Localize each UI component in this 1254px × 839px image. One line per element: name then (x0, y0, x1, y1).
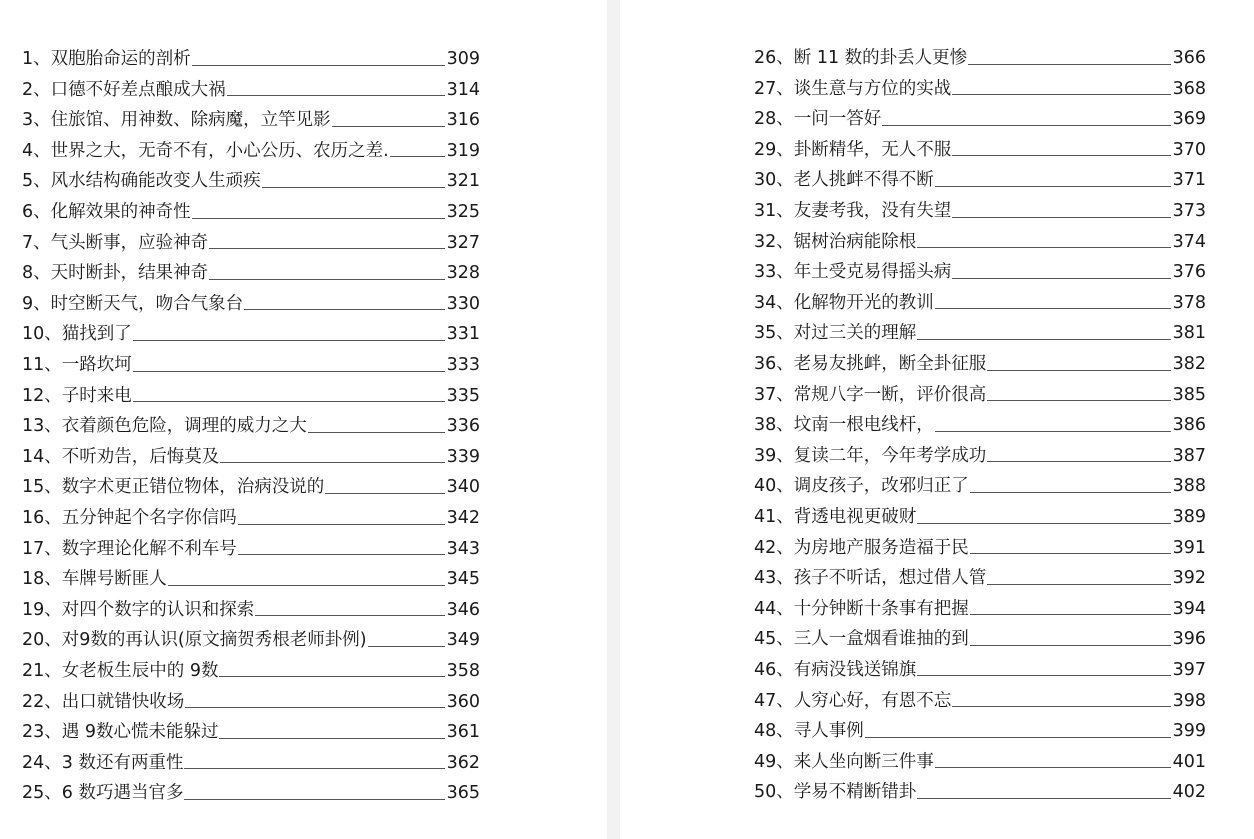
dot-leader (917, 675, 1170, 676)
toc-entry[interactable] (22, 680, 480, 711)
toc-entry-title: 9、时空断天气，吻合气象台 (22, 293, 244, 314)
dot-leader (262, 187, 445, 188)
toc-entry-title: 29、卦断精华，无人不服 (754, 139, 952, 160)
toc-entry[interactable] (22, 619, 480, 650)
toc-entry[interactable] (22, 99, 480, 130)
toc-entry[interactable] (754, 343, 1206, 374)
toc-entry[interactable] (754, 771, 1206, 802)
toc-entry-page-number: 397 (1172, 659, 1206, 680)
toc-entry-page-number: 340 (446, 477, 480, 498)
toc-entry-title: 35、对过三关的理解 (754, 323, 917, 344)
toc-entry-title: 38、坟南一根电线杆， (754, 415, 934, 436)
toc-entry-page-number: 339 (446, 446, 480, 467)
toc-entry-page-number: 385 (1172, 384, 1206, 405)
dot-leader (227, 95, 445, 96)
dot-leader (952, 217, 1170, 218)
dot-leader (133, 340, 445, 341)
toc-entry[interactable] (754, 190, 1206, 221)
dot-leader (209, 248, 444, 249)
toc-entry-page-number: 401 (1172, 751, 1206, 772)
toc-entry-page-number: 345 (446, 569, 480, 590)
dot-leader (238, 554, 445, 555)
toc-entry-title: 10、猫找到了 (22, 324, 132, 345)
dot-leader (184, 799, 444, 800)
toc-entry[interactable] (754, 465, 1206, 496)
dot-leader (332, 126, 445, 127)
toc-entry-title: 14、不听劝告，后悔莫及 (22, 446, 220, 467)
toc-entry-page-number: 387 (1172, 445, 1206, 466)
toc-entry-page-number: 362 (446, 752, 480, 773)
dot-leader (192, 65, 445, 66)
dot-leader (987, 461, 1170, 462)
toc-entry[interactable] (22, 742, 480, 773)
dot-leader (255, 615, 444, 616)
toc-entry-page-number: 378 (1172, 292, 1206, 313)
toc-entry[interactable] (22, 436, 480, 467)
toc-entry-title: 1、双胞胎命运的剖析 (22, 49, 191, 70)
toc-entry-page-number: 360 (446, 691, 480, 712)
toc-entry-title: 16、五分钟起个名字你信吗 (22, 508, 237, 528)
toc-entry-title: 48、寻人事例 (754, 721, 864, 742)
toc-entry[interactable] (754, 129, 1206, 160)
dot-leader (970, 553, 1171, 554)
toc-entry-page-number: 321 (446, 171, 480, 192)
toc-entry[interactable] (22, 650, 480, 681)
toc-entry-title: 30、老人挑衅不得不断 (754, 170, 934, 191)
toc-list-left (22, 38, 480, 803)
toc-entry-title: 50、学易不精断错卦 (754, 782, 917, 803)
toc-entry-title: 28、一问一答好 (754, 109, 882, 130)
toc-entry-title: 26、断 11 数的卦丢人更惨 (754, 48, 968, 69)
dot-leader (968, 64, 1170, 65)
toc-entry[interactable] (22, 466, 480, 497)
dot-leader (219, 738, 444, 739)
toc-entry-page-number: 342 (446, 508, 480, 528)
dot-leader (220, 462, 444, 463)
dot-leader (952, 706, 1170, 707)
toc-entry-page-number: 369 (1172, 109, 1206, 130)
toc-entry-page-number: 394 (1172, 598, 1206, 619)
toc-entry-page-number: 366 (1172, 48, 1206, 69)
dot-leader (244, 309, 444, 310)
toc-entry-title: 13、衣着颜色危险，调理的威力之大 (22, 416, 307, 437)
dot-leader (185, 707, 444, 708)
toc-entry-page-number: 370 (1172, 139, 1206, 160)
dot-leader (133, 371, 445, 372)
toc-entry-page-number: 314 (446, 79, 480, 100)
toc-entry-title: 21、女老板生辰中的 9数 (22, 660, 219, 681)
toc-entry-title: 39、复读二年，今年考学成功 (754, 445, 987, 466)
toc-entry-title: 44、十分钟断十条事有把握 (754, 598, 969, 619)
toc-entry-page-number: 373 (1172, 201, 1206, 222)
toc-entry-title: 19、对四个数字的认识和探索 (22, 599, 255, 620)
toc-entry[interactable] (754, 649, 1206, 680)
toc-entry-page-number: 402 (1172, 782, 1206, 803)
dot-leader (917, 247, 1170, 248)
toc-entry-page-number: 376 (1172, 262, 1206, 283)
dot-leader (184, 768, 444, 769)
toc-entry[interactable] (754, 404, 1206, 435)
toc-entry[interactable] (22, 528, 480, 559)
toc-entry[interactable] (754, 557, 1206, 588)
dot-leader (935, 767, 1171, 768)
toc-entry-title: 33、年土受克易得摇头病 (754, 262, 952, 283)
toc-entry-title: 43、孩子不听话，想过借人管 (754, 568, 987, 589)
toc-entry[interactable] (22, 130, 480, 161)
toc-entry-page-number: 365 (446, 783, 480, 804)
dot-leader (325, 493, 444, 494)
toc-entry[interactable] (754, 374, 1206, 405)
toc-entry[interactable] (22, 69, 480, 100)
dot-leader (219, 676, 444, 677)
toc-entry-title: 45、三人一盒烟看谁抽的到 (754, 629, 969, 650)
toc-entry[interactable] (22, 589, 480, 620)
toc-entry-title: 32、锯树治病能除根 (754, 231, 917, 252)
dot-leader (390, 156, 445, 157)
dot-leader (952, 155, 1170, 156)
toc-entry[interactable] (754, 221, 1206, 252)
toc-entry[interactable] (22, 711, 480, 742)
toc-entry-title: 12、子时来电 (22, 385, 132, 406)
toc-entry-page-number: 330 (446, 293, 480, 314)
toc-entry-title: 8、天时断卦，结果神奇 (22, 263, 209, 284)
toc-entry[interactable] (754, 741, 1206, 772)
toc-entry[interactable] (754, 679, 1206, 710)
toc-entry-page-number: 319 (446, 140, 480, 161)
dot-leader (970, 645, 1171, 646)
toc-entry-page-number: 325 (446, 202, 480, 223)
toc-entry[interactable] (22, 38, 480, 69)
toc-entry-title: 49、来人坐向断三件事 (754, 751, 934, 772)
toc-entry-title: 18、车牌号断匪人 (22, 569, 167, 590)
dot-leader (935, 431, 1171, 432)
toc-entry-page-number: 331 (446, 324, 480, 345)
dot-leader (882, 125, 1170, 126)
toc-entry-title: 23、遇 9数心慌未能躲过 (22, 722, 219, 743)
toc-entry-page-number: 368 (1172, 78, 1206, 99)
toc-entry[interactable] (22, 160, 480, 191)
toc-entry-title: 37、常规八字一断，评价很高 (754, 384, 987, 405)
toc-entry-page-number: 336 (446, 416, 480, 437)
toc-entry-page-number: 335 (446, 385, 480, 406)
toc-entry[interactable] (22, 405, 480, 436)
toc-entry[interactable] (22, 375, 480, 406)
toc-entry[interactable] (22, 497, 480, 528)
toc-entry-title: 17、数字理论化解不利车号 (22, 538, 237, 559)
toc-entry-title: 27、谈生意与方位的实战 (754, 78, 952, 99)
toc-entry-page-number: 309 (446, 49, 480, 70)
toc-entry[interactable] (754, 588, 1206, 619)
toc-entry-page-number: 399 (1172, 721, 1206, 742)
toc-entry[interactable] (754, 496, 1206, 527)
dot-leader (368, 646, 445, 647)
dot-leader (917, 798, 1170, 799)
toc-entry[interactable] (22, 283, 480, 314)
toc-entry-title: 5、风水结构确能改变人生顽疾 (22, 171, 261, 192)
toc-entry-title: 46、有病没钱送锦旗 (754, 659, 917, 680)
toc-entry[interactable] (754, 251, 1206, 282)
dot-leader (935, 186, 1171, 187)
toc-entry-title: 11、一路坎坷 (22, 355, 132, 376)
toc-entry-page-number: 316 (446, 110, 480, 131)
dot-leader (987, 400, 1170, 401)
toc-entry-title: 6、化解效果的神奇性 (22, 202, 191, 223)
toc-entry-page-number: 392 (1172, 568, 1206, 589)
dot-leader (952, 94, 1170, 95)
dot-leader (209, 279, 444, 280)
toc-entry-page-number: 349 (446, 630, 480, 651)
dot-leader (865, 737, 1171, 738)
toc-entry-page-number: 398 (1172, 690, 1206, 711)
toc-entry-title: 25、6 数巧遇当官多 (22, 783, 184, 804)
toc-entry-page-number: 327 (446, 232, 480, 253)
toc-entry-title: 4、世界之大，无奇不有，小心公历、农历之差. (22, 140, 389, 161)
toc-entry-title: 36、老易友挑衅，断全卦征服 (754, 354, 987, 375)
toc-entry-page-number: 381 (1172, 323, 1206, 344)
toc-entry[interactable] (22, 252, 480, 283)
toc-entry-page-number: 333 (446, 355, 480, 376)
toc-entry[interactable] (22, 222, 480, 253)
dot-leader (987, 584, 1170, 585)
toc-list-right (754, 37, 1206, 802)
toc-entry-page-number: 371 (1172, 170, 1206, 191)
dot-leader (935, 308, 1171, 309)
toc-entry[interactable] (22, 191, 480, 222)
dot-leader (970, 614, 1171, 615)
toc-entry[interactable] (22, 344, 480, 375)
toc-entry[interactable] (754, 618, 1206, 649)
toc-entry-title: 3、住旅馆、用神数、除病魔，立竿见影 (22, 110, 331, 131)
right-page (620, 0, 1254, 839)
dot-leader (987, 370, 1170, 371)
toc-entry[interactable] (754, 710, 1206, 741)
toc-entry[interactable] (754, 527, 1206, 558)
toc-entry-title: 24、3 数还有两重性 (22, 752, 184, 773)
toc-entry-page-number: 391 (1172, 537, 1206, 558)
toc-entry[interactable] (22, 313, 480, 344)
toc-entry[interactable] (754, 98, 1206, 129)
dot-leader (308, 432, 445, 433)
toc-entry-page-number: 386 (1172, 415, 1206, 436)
toc-entry[interactable] (754, 37, 1206, 68)
toc-entry-page-number: 374 (1172, 231, 1206, 252)
toc-entry[interactable] (754, 312, 1206, 343)
toc-entry-title: 34、化解物开光的教训 (754, 292, 934, 313)
toc-entry-page-number: 388 (1172, 476, 1206, 497)
left-page (0, 0, 607, 839)
toc-entry[interactable] (754, 68, 1206, 99)
toc-entry[interactable] (22, 558, 480, 589)
dot-leader (133, 401, 445, 402)
toc-entry[interactable] (754, 159, 1206, 190)
toc-entry-title: 7、气头断事，应验神奇 (22, 232, 209, 253)
toc-entry-page-number: 382 (1172, 354, 1206, 375)
dot-leader (917, 339, 1170, 340)
toc-entry-title: 2、口德不好差点酿成大祸 (22, 79, 226, 100)
toc-entry-title: 47、人穷心好，有恩不忘 (754, 690, 952, 711)
toc-entry-page-number: 358 (446, 660, 480, 681)
dot-leader (970, 492, 1171, 493)
dot-leader (952, 278, 1170, 279)
toc-entry[interactable] (754, 435, 1206, 466)
dot-leader (238, 524, 445, 525)
toc-entry[interactable] (22, 772, 480, 803)
toc-entry-page-number: 346 (446, 599, 480, 620)
dot-leader (917, 523, 1170, 524)
toc-entry-title: 42、为房地产服务造福于民 (754, 537, 969, 558)
toc-entry-title: 31、友妻考我，没有失望 (754, 201, 952, 222)
toc-entry-page-number: 361 (446, 722, 480, 743)
dot-leader (192, 218, 445, 219)
toc-entry-title: 40、调皮孩子，改邪归正了 (754, 476, 969, 497)
toc-entry-title: 15、数字术更正错位物体，治病没说的 (22, 477, 325, 498)
toc-entry-title: 20、对9数的再认识(原文摘贺秀根老师卦例) (22, 630, 367, 651)
dot-leader (168, 585, 445, 586)
toc-entry-title: 22、出口就错快收场 (22, 691, 185, 712)
toc-entry-page-number: 343 (446, 538, 480, 559)
toc-entry-page-number: 328 (446, 263, 480, 284)
toc-entry-title: 41、背透电视更破财 (754, 507, 917, 527)
toc-entry-page-number: 396 (1172, 629, 1206, 650)
toc-entry-page-number: 389 (1172, 507, 1206, 527)
toc-entry[interactable] (754, 282, 1206, 313)
